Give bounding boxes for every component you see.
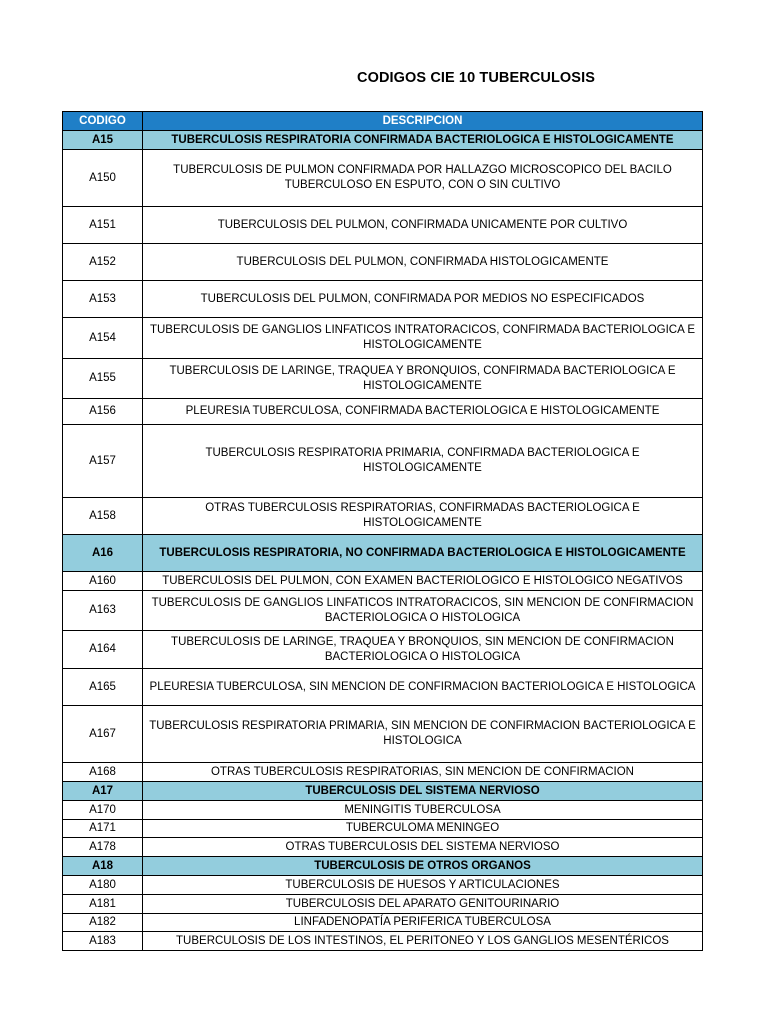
code-cell: A157 — [63, 425, 143, 498]
table-row — [63, 801, 703, 820]
code-cell: A164 — [63, 631, 143, 669]
table-row — [63, 244, 703, 281]
code-cell: A17 — [63, 782, 143, 801]
header-description: DESCRIPCION — [143, 112, 703, 131]
code-cell: A155 — [63, 359, 143, 399]
code-cell: A153 — [63, 281, 143, 318]
table-row — [63, 399, 703, 425]
group-row — [63, 131, 703, 150]
description-cell: TUBERCULOSIS RESPIRATORIA PRIMARIA, SIN MENCION DE CONFIRMACION BACTERIOLOGICA E HISTOLOGICA — [143, 706, 703, 763]
code-cell: A165 — [63, 669, 143, 706]
description-cell: TUBERCULOSIS DEL PULMON, CON EXAMEN BACTERIOLOGICO E HISTOLOGICO NEGATIVOS — [143, 572, 703, 591]
code-cell: A152 — [63, 244, 143, 281]
group-row — [63, 782, 703, 801]
description-cell: TUBERCULOSIS DE OTROS ORGANOS — [143, 857, 703, 876]
table-row — [63, 572, 703, 591]
code-cell: A178 — [63, 838, 143, 857]
code-cell: A182 — [63, 914, 143, 932]
code-cell: A171 — [63, 820, 143, 838]
code-cell: A158 — [63, 498, 143, 535]
description-cell: TUBERCULOSIS DEL SISTEMA NERVIOSO — [143, 782, 703, 801]
table-row — [63, 763, 703, 782]
code-cell: A15 — [63, 131, 143, 150]
description-cell: TUBERCULOMA MENINGEO — [143, 820, 703, 838]
description-cell: TUBERCULOSIS DE GANGLIOS LINFATICOS INTRATORACICOS, CONFIRMADA BACTERIOLOGICA E HISTOLOGICAMENTE — [143, 318, 703, 359]
table-row — [63, 820, 703, 838]
table-row — [63, 591, 703, 631]
page-title: CODIGOS CIE 10 TUBERCULOSIS — [357, 70, 595, 86]
code-cell: A150 — [63, 150, 143, 207]
description-cell: TUBERCULOSIS DEL PULMON, CONFIRMADA UNICAMENTE POR CULTIVO — [143, 207, 703, 244]
description-cell: PLEURESIA TUBERCULOSA, CONFIRMADA BACTERIOLOGICA E HISTOLOGICAMENTE — [143, 399, 703, 425]
table-row — [63, 425, 703, 498]
description-cell: TUBERCULOSIS RESPIRATORIA, NO CONFIRMADA BACTERIOLOGICA E HISTOLOGICAMENTE — [143, 535, 703, 572]
table-body — [63, 131, 703, 951]
table-row — [63, 932, 703, 951]
code-cell: A156 — [63, 399, 143, 425]
code-cell: A16 — [63, 535, 143, 572]
table-header-row — [63, 112, 703, 131]
code-cell: A160 — [63, 572, 143, 591]
header-code: CODIGO — [63, 112, 143, 131]
description-cell: TUBERCULOSIS RESPIRATORIA CONFIRMADA BACTERIOLOGICA E HISTOLOGICAMENTE — [143, 131, 703, 150]
description-cell: TUBERCULOSIS DEL PULMON, CONFIRMADA HISTOLOGICAMENTE — [143, 244, 703, 281]
table-row — [63, 359, 703, 399]
code-cell: A168 — [63, 763, 143, 782]
codes-table — [62, 111, 703, 951]
description-cell: PLEURESIA TUBERCULOSA, SIN MENCION DE CONFIRMACION BACTERIOLOGICA E HISTOLOGICA — [143, 669, 703, 706]
code-cell: A170 — [63, 801, 143, 820]
code-cell: A163 — [63, 591, 143, 631]
code-cell: A180 — [63, 876, 143, 895]
code-cell: A151 — [63, 207, 143, 244]
table-row — [63, 150, 703, 207]
description-cell: OTRAS TUBERCULOSIS RESPIRATORIAS, CONFIRMADAS BACTERIOLOGICA E HISTOLOGICAMENTE — [143, 498, 703, 535]
table-row — [63, 207, 703, 244]
table-row — [63, 669, 703, 706]
code-cell: A18 — [63, 857, 143, 876]
description-cell: OTRAS TUBERCULOSIS DEL SISTEMA NERVIOSO — [143, 838, 703, 857]
table-row — [63, 895, 703, 914]
table-row — [63, 838, 703, 857]
group-row — [63, 857, 703, 876]
code-cell: A183 — [63, 932, 143, 951]
table-row — [63, 318, 703, 359]
table-row — [63, 631, 703, 669]
description-cell: TUBERCULOSIS DE PULMON CONFIRMADA POR HALLAZGO MICROSCOPICO DEL BACILO TUBERCULOSO EN ESPUTO, CON O SIN CULTIVO — [143, 150, 703, 207]
description-cell: TUBERCULOSIS DE HUESOS Y ARTICULACIONES — [143, 876, 703, 895]
description-cell: TUBERCULOSIS DE GANGLIOS LINFATICOS INTRATORACICOS, SIN MENCION DE CONFIRMACION BACTERIOLOGICA O HISTOLOGICA — [143, 591, 703, 631]
table-row — [63, 706, 703, 763]
description-cell: TUBERCULOSIS RESPIRATORIA PRIMARIA, CONFIRMADA BACTERIOLOGICA E HISTOLOGICAMENTE — [143, 425, 703, 498]
code-cell: A167 — [63, 706, 143, 763]
table-row — [63, 876, 703, 895]
description-cell: TUBERCULOSIS DE LARINGE, TRAQUEA Y BRONQUIOS, SIN MENCION DE CONFIRMACION BACTERIOLOGICA O HISTOLOGICA — [143, 631, 703, 669]
description-cell: MENINGITIS TUBERCULOSA — [143, 801, 703, 820]
group-row — [63, 535, 703, 572]
code-cell: A181 — [63, 895, 143, 914]
code-cell: A154 — [63, 318, 143, 359]
description-cell: TUBERCULOSIS DEL PULMON, CONFIRMADA POR MEDIOS NO ESPECIFICADOS — [143, 281, 703, 318]
description-cell: TUBERCULOSIS DE LARINGE, TRAQUEA Y BRONQUIOS, CONFIRMADA BACTERIOLOGICA E HISTOLOGICAMENTE — [143, 359, 703, 399]
table-row — [63, 281, 703, 318]
table-row — [63, 914, 703, 932]
description-cell: OTRAS TUBERCULOSIS RESPIRATORIAS, SIN MENCION DE CONFIRMACION — [143, 763, 703, 782]
description-cell: TUBERCULOSIS DEL APARATO GENITOURINARIO — [143, 895, 703, 914]
description-cell: LINFADENOPATÍA PERIFERICA TUBERCULOSA — [143, 914, 703, 932]
description-cell: TUBERCULOSIS DE LOS INTESTINOS, EL PERITONEO Y LOS GANGLIOS MESENTÉRICOS — [143, 932, 703, 951]
table-row — [63, 498, 703, 535]
